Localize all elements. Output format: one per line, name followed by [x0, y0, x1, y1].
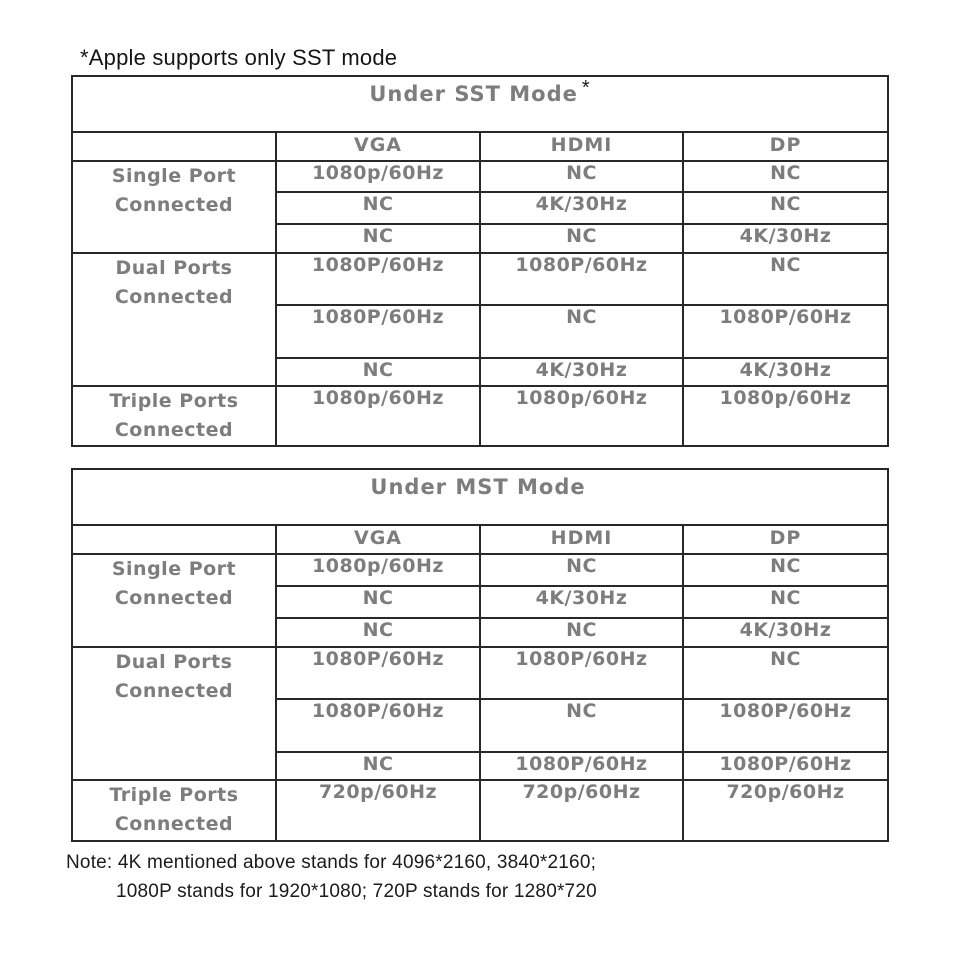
spec-cell: 1080p/60Hz — [276, 554, 480, 586]
row-label-line1: Single Port — [111, 558, 237, 580]
mst-mode-table — [71, 468, 889, 842]
mst-title-text: Under MST Mode — [370, 475, 586, 499]
spec-cell: 720p/60Hz — [480, 780, 683, 841]
spec-cell: 4K/30Hz — [480, 358, 683, 386]
mst-dual-ports-label — [72, 647, 276, 780]
spec-cell: 1080p/60Hz — [683, 386, 888, 446]
mst-table-title — [72, 469, 888, 525]
spec-cell: 1080P/60Hz — [480, 752, 683, 780]
spec-cell: NC — [683, 586, 888, 618]
sst-mode-table — [71, 75, 889, 447]
spec-cell: 1080P/60Hz — [276, 699, 480, 752]
sst-title-asterisk: * — [581, 77, 591, 99]
spec-cell: 1080P/60Hz — [276, 647, 480, 699]
mst-triple-ports-label — [72, 780, 276, 841]
sst-column-header-dp: DP — [683, 132, 888, 161]
resolution-note-line1: Note: 4K mentioned above stands for 4096*2160, 3840*2160; — [66, 852, 597, 873]
spec-cell: 1080P/60Hz — [480, 253, 683, 305]
spec-cell: 1080P/60Hz — [683, 699, 888, 752]
spec-cell: NC — [480, 224, 683, 253]
spec-cell: 1080p/60Hz — [480, 386, 683, 446]
spec-cell: NC — [276, 586, 480, 618]
sst-single-port-label — [72, 161, 276, 253]
spec-cell: NC — [480, 161, 683, 192]
spec-cell: 1080P/60Hz — [480, 647, 683, 699]
spec-cell: 1080P/60Hz — [683, 752, 888, 780]
row-label-line2: Connected — [114, 587, 234, 609]
spec-cell: NC — [683, 253, 888, 305]
spec-cell: 4K/30Hz — [683, 224, 888, 253]
sst-title-text: Under SST Mode — [369, 82, 578, 106]
row-label-line1: Dual Ports — [115, 257, 233, 279]
row-label-line1: Single Port — [111, 165, 237, 187]
sst-triple-ports-label — [72, 386, 276, 446]
spec-cell: NC — [480, 618, 683, 647]
mst-single-port-label — [72, 554, 276, 647]
spec-cell: 1080P/60Hz — [276, 253, 480, 305]
spec-cell: 4K/30Hz — [683, 618, 888, 647]
mst-corner-cell — [72, 525, 276, 554]
row-label-line2: Connected — [114, 680, 234, 702]
spec-cell: 4K/30Hz — [480, 586, 683, 618]
row-label-line2: Connected — [114, 286, 234, 308]
spec-cell: NC — [480, 554, 683, 586]
spec-cell: 1080p/60Hz — [276, 386, 480, 446]
spec-cell: NC — [276, 618, 480, 647]
mst-column-header-hdmi: HDMI — [480, 525, 683, 554]
spec-cell: 4K/30Hz — [480, 192, 683, 224]
sst-column-header-hdmi: HDMI — [480, 132, 683, 161]
row-label-line1: Triple Ports — [109, 390, 239, 412]
row-label-line1: Dual Ports — [115, 651, 233, 673]
mst-column-header-vga: VGA — [276, 525, 480, 554]
sst-column-header-vga: VGA — [276, 132, 480, 161]
spec-cell: 4K/30Hz — [683, 358, 888, 386]
spec-cell: NC — [276, 752, 480, 780]
row-label-line2: Connected — [114, 194, 234, 216]
spec-cell: 1080P/60Hz — [276, 305, 480, 358]
spec-cell: NC — [683, 554, 888, 586]
resolution-note-line2: 1080P stands for 1920*1080; 720P stands for 1280*720 — [116, 881, 597, 902]
spec-cell: NC — [480, 699, 683, 752]
row-label-line2: Connected — [114, 419, 234, 441]
row-label-line1: Triple Ports — [109, 784, 239, 806]
apple-sst-support-note: *Apple supports only SST mode — [80, 45, 398, 70]
spec-cell: NC — [683, 161, 888, 192]
spec-cell: NC — [276, 192, 480, 224]
spec-cell: 1080p/60Hz — [276, 161, 480, 192]
spec-cell: NC — [683, 647, 888, 699]
sst-table-title — [72, 76, 888, 132]
spec-cell: NC — [276, 224, 480, 253]
row-label-line2: Connected — [114, 813, 234, 835]
spec-cell: 720p/60Hz — [683, 780, 888, 841]
mst-column-header-dp: DP — [683, 525, 888, 554]
sst-corner-cell — [72, 132, 276, 161]
spec-cell: 720p/60Hz — [276, 780, 480, 841]
resolution-note — [66, 848, 597, 906]
sst-dual-ports-label — [72, 253, 276, 386]
spec-cell: NC — [276, 358, 480, 386]
spec-cell: NC — [480, 305, 683, 358]
spec-cell: NC — [683, 192, 888, 224]
spec-cell: 1080P/60Hz — [683, 305, 888, 358]
